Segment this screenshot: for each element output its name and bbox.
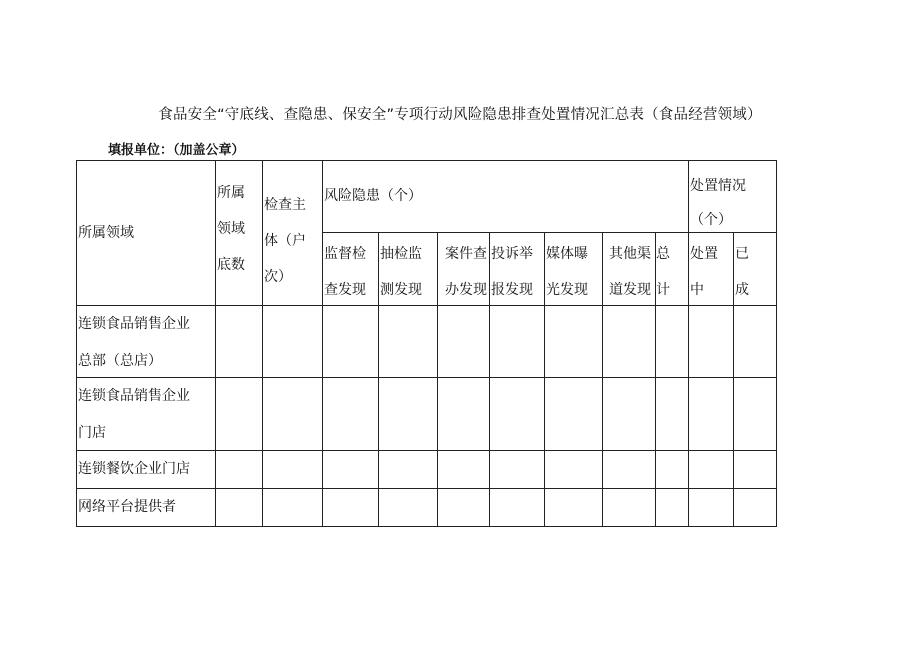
column-divider [544, 232, 545, 527]
header-case-found: 案件查 办发现 [445, 246, 487, 298]
header-completed: 已 成 [735, 246, 749, 298]
header-total: 总 计 [656, 246, 670, 298]
header-complaint-found: 投诉举 报发现 [491, 246, 533, 298]
table-border-top [76, 160, 777, 161]
table-border-left [76, 160, 77, 527]
row-label-chain-food-store: 连锁食品销售企业 门店 [78, 388, 190, 441]
summary-table [76, 160, 777, 527]
table-border-right [776, 160, 777, 527]
column-divider [215, 160, 216, 527]
header-domain-count: 所属 领域 底数 [217, 185, 245, 273]
column-divider [602, 232, 603, 527]
column-divider [378, 232, 379, 527]
column-divider [262, 160, 263, 527]
row-divider [76, 488, 777, 489]
document-title: 食品安全“守底线、查隐患、保安全”专项行动风险隐患排查处置情况汇总表（食品经营领域） [158, 107, 762, 123]
column-divider [733, 232, 734, 527]
filler-unit-label: 填报单位：（加盖公章） [108, 143, 245, 158]
table-border-bottom [76, 526, 777, 527]
column-divider [489, 232, 490, 527]
header-risk-hazards-group: 风险隐患（个） [324, 188, 422, 204]
header-media-found: 媒体曝 光发现 [546, 246, 588, 298]
header-domain: 所属领域 [78, 225, 134, 241]
row-label-chain-restaurant-store: 连锁餐饮企业门店 [78, 461, 190, 477]
header-sampling-found: 抽检监 测发现 [380, 246, 422, 298]
header-other-found: 其他渠 道发现 [609, 246, 651, 298]
column-divider [688, 160, 689, 527]
column-divider [437, 232, 438, 527]
column-divider [322, 160, 323, 527]
header-in-progress: 处置 中 [690, 246, 718, 298]
header-disposal-group: 处置情况 （个） [690, 178, 746, 228]
header-supervision-found: 监督检 查发现 [324, 246, 366, 298]
row-label-chain-food-hq: 连锁食品销售企业 总部（总店） [78, 316, 190, 369]
header-inspected-entities: 检查主 体（户 次） [264, 197, 306, 285]
row-label-online-platform: 网络平台提供者 [78, 499, 176, 515]
